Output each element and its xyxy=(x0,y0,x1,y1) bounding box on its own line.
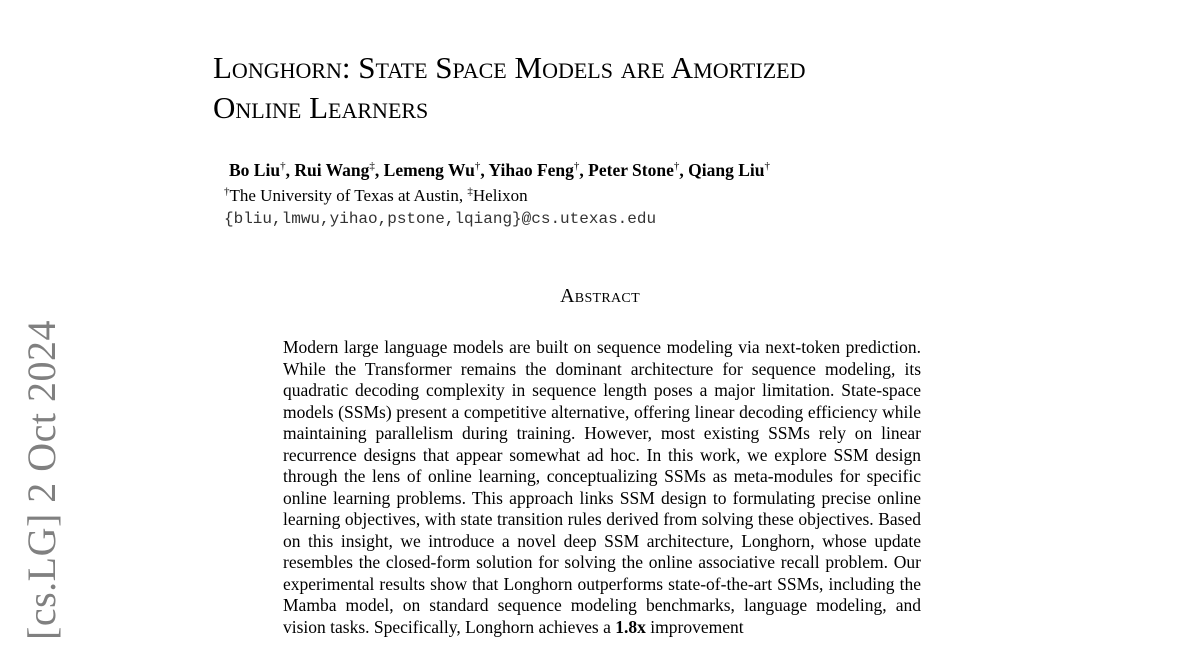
author-name: Yihao Feng xyxy=(488,160,574,180)
author-emails: {bliu,lmwu,yihao,pstone,lqiang}@cs.utexas.edu xyxy=(224,210,657,228)
paper-title-line-2: Online Learners xyxy=(213,90,429,125)
affiliation-mark: ‡ xyxy=(467,185,473,198)
affiliation-mark: † xyxy=(224,185,230,198)
author-name: Qiang Liu xyxy=(688,160,765,180)
arxiv-identifier-stamp: [cs.LG] 2 Oct 2024 xyxy=(19,319,64,640)
affiliation-mark: † xyxy=(673,160,680,173)
abstract-text: Modern large language models are built on sequence modeling via next-token prediction. While the Transformer remains the dominant architecture for sequence modeling, its quadratic decoding complexity in sequence length poses a major limitation. State-space models (SSMs) present a competitive alternative, offering linear decoding efficiency while maintaining parallelism during training. However, most existing SSMs rely on linear recurrence designs that appear somewhat ad hoc. In this work, we explore SSM design through the lens of online learning, conceptualizing SSMs as meta-modules for specific online learning problems. This approach links SSM design to formulating precise online learning objectives, with state transition rules derived from solving these objectives. Based on this insight, we introduce a novel deep SSM architecture, Longhorn, whose update resembles the closed-form solution for solving the online associative recall problem. Our experimental results show that Longhorn outperforms state-of-the-art SSMs, including the Mamba model, on standard sequence modeling benchmarks, language modeling, and vision tasks. Specifically, Longhorn achieves a xyxy=(283,337,921,637)
affiliation-mark: † xyxy=(573,160,580,173)
affiliation-mark: ‡ xyxy=(369,160,375,173)
affiliations: †The University of Texas at Austin, ‡Helixon xyxy=(224,185,528,205)
abstract-body xyxy=(283,337,921,638)
abstract-emphasis: 1.8x xyxy=(615,616,646,637)
abstract-heading: Abstract xyxy=(560,285,640,307)
affiliation-mark: † xyxy=(280,160,286,173)
abstract-tail: improvement xyxy=(645,616,744,637)
author-name: Lemeng Wu xyxy=(383,160,475,180)
author-name: Rui Wang xyxy=(294,160,370,180)
paper-title-line-1: Longhorn: State Space Models are Amortized xyxy=(213,50,806,85)
author-name: Bo Liu xyxy=(229,160,281,180)
author-list: Bo Liu†, Rui Wang‡, Lemeng Wu†, Yihao Feng†, Peter Stone†, Qiang Liu† xyxy=(229,160,770,180)
author-name: Peter Stone xyxy=(588,160,674,180)
affiliation-mark: † xyxy=(474,160,481,173)
affiliation-mark: † xyxy=(764,160,770,173)
affiliation-name: The University of Texas at Austin xyxy=(229,186,459,205)
affiliation-name: Helixon xyxy=(472,186,528,205)
paper-title xyxy=(213,48,1013,128)
